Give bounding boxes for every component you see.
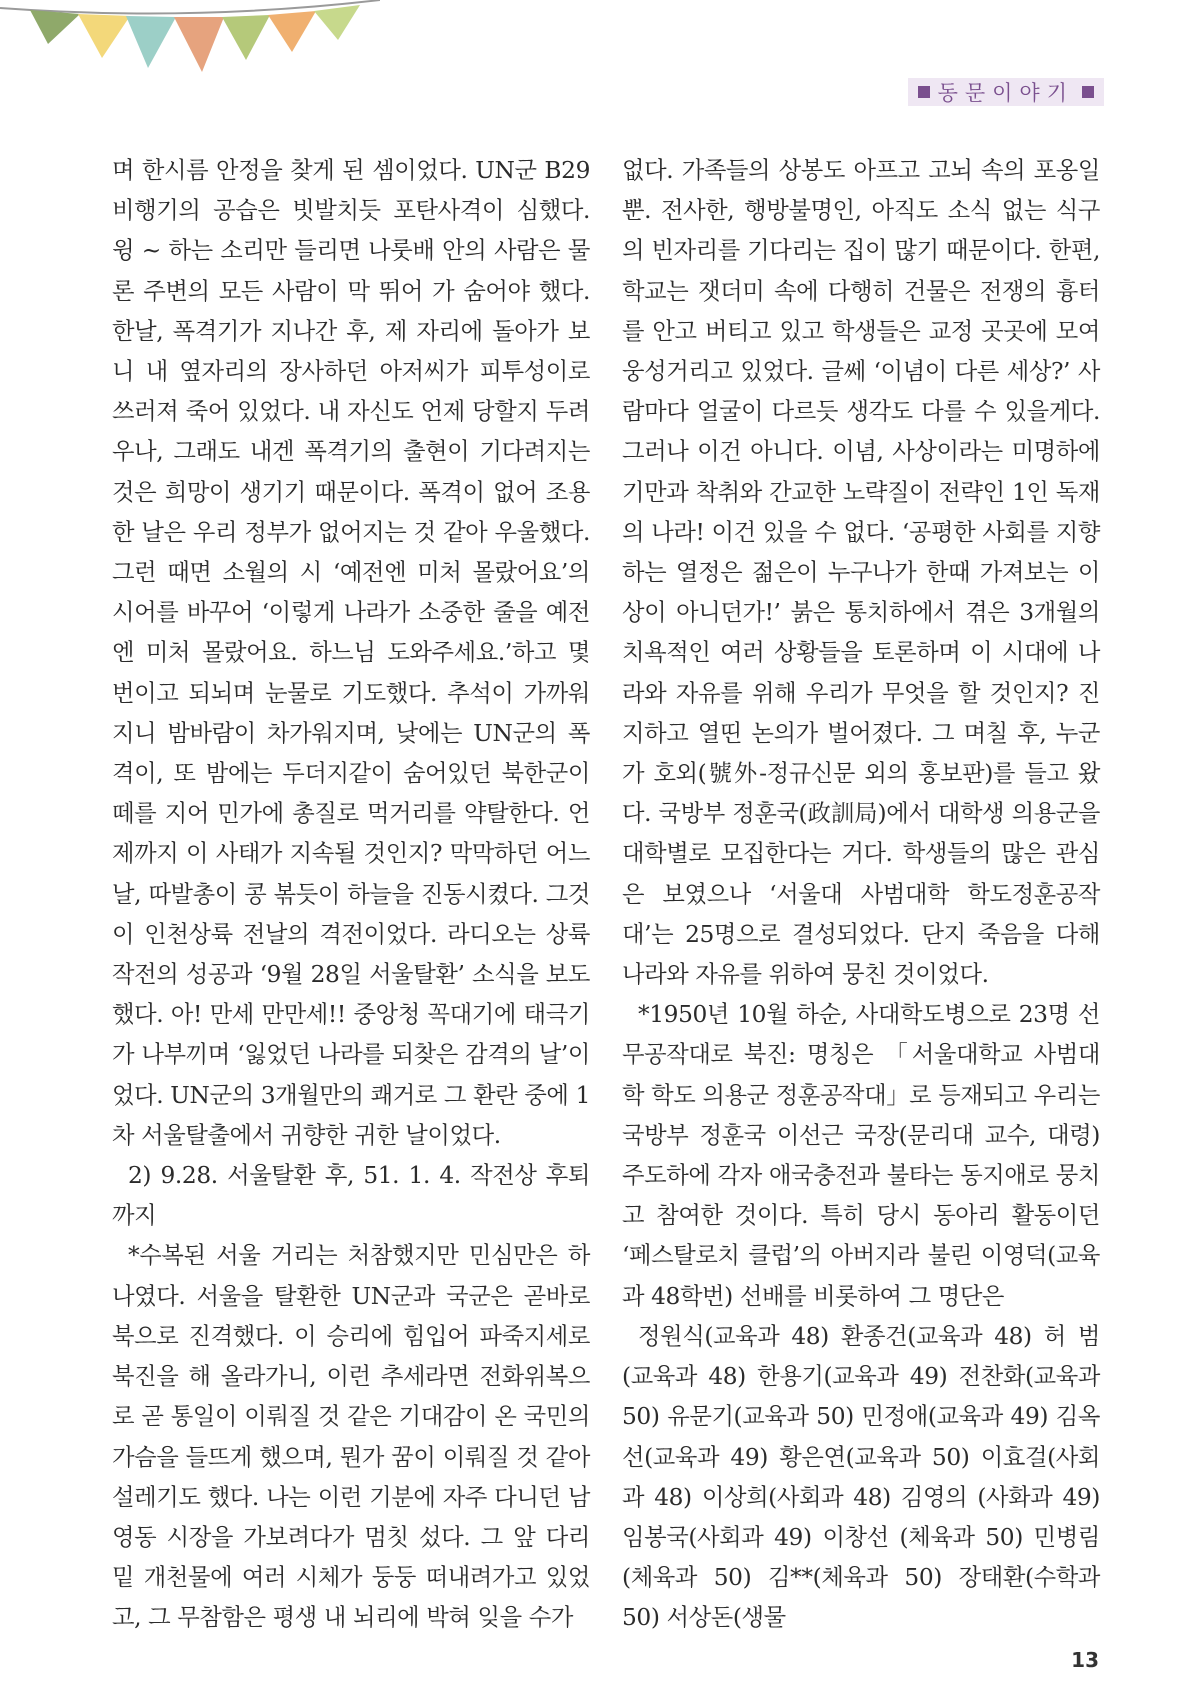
square-bullet-icon [918,86,930,98]
square-bullet-icon [1082,86,1094,98]
left-column [112,151,590,1639]
paragraph: *1950년 10월 하순, 사대학도병으로 23명 선무공작대로 북진: 명칭은 「서울대학교 사범대학 학도 의용군 정훈공작대」로 등재되고 우리는 국방부 정훈국 이선근 국장(문리대 교수, 대령)주도하에 각자 애국충전과 불타는 동지애로 뭉치고 참여한 것이다. 특히 당시 동아리 활동이던 ‘페스탈로치 클럽’의 아버지라 불린 이영덕(교육과 48학번) 선배를 비롯하여 그 명단은 [622,1001,1100,1310]
section-label-text: 동문이야기 [937,81,1074,105]
subheading: 2) 9.28. 서울탈환 후, 51. 1. 4. 작전상 후퇴까지 [112,1162,590,1230]
paragraph: 없다. 가족들의 상봉도 아프고 고뇌 속의 포옹일 뿐. 전사한, 행방불명인, 아직도 소식 없는 식구의 빈자리를 기다리는 집이 많기 때문이다. 한편, 학교는 잿더미 속에 다행히 건물은 전쟁의 흉터를 안고 버티고 있고 학생들은 교정 곳곳에 모여 웅성거리고 있었다. 글쎄 ‘이념이 다른 세상?’ 사람마다 얼굴이 다르듯 생각도 다를 수 있을게다. 그러나 이건 아니다. 이념, 사상이라는 미명하에 기만과 착취와 간교한 노략질이 전략인 1인 독재의 나라! 이건 있을 수 없다. ‘공평한 사회를 지향하는 열정은 젊은이 누구나가 한때 가져보는 이상이 아니던가!’ 붉은 통치하에서 겪은 3개월의 치욕적인 여러 상황들을 토론하며 이 시대에 나라와 자유를 위해 우리가 무엇을 할 것인지? 진지하고 열띤 논의가 벌어졌다. 그 며칠 후, 누군가 호외(號外-정규신문 외의 홍보판)를 들고 왔다. 국방부 정훈국(政訓局)에서 대학생 의용군을 대학별로 모집한다는 거다. 학생들의 많은 관심은 보였으나 ‘서울대 사범대학 학도정훈공작대’는 25명으로 결성되었다. 단지 죽음을 다해 나라와 자유를 위하여 뭉친 것이었다. [622,157,1100,989]
paragraph: *수복된 서울 거리는 처참했지만 민심만은 하나였다. 서울을 탈환한 UN군과 국군은 곧바로 북으로 진격했다. 이 승리에 힘입어 파죽지세로 북진을 해 올라가니, 이런 추세라면 전화위복으로 곧 통일이 이뤄질 것 같은 기대감이 온 국민의 가슴을 들뜨게 했으며, 뭔가 꿈이 이뤄질 것 같아 설레기도 했다. 나는 이런 기분에 자주 다니던 남영동 시장을 가보려다가 멈칫 섰다. 그 앞 다리 밑 개천물에 여러 시체가 둥둥 떠내려가고 있었고, 그 무참함은 평생 내 뇌리에 박혀 잊을 수가 [112,1242,590,1632]
paragraph: 며 한시름 안정을 찾게 된 셈이었다. UN군 B29 비행기의 공습은 빗발치듯 포탄사격이 심했다. 윙 ~ 하는 소리만 들리면 나룻배 안의 사람은 물론 주변의 모든 사람이 막 뛰어 가 숨어야 했다. 한날, 폭격기가 지나간 후, 제 자리에 돌아가 보니 내 옆자리의 장사하던 아저씨가 피투성이로 쓰러져 죽어 있었다. 내 자신도 언제 당할지 두려우나, 그래도 내겐 폭격기의 출현이 기다려지는 것은 희망이 생기기 때문이다. 폭격이 없어 조용한 날은 우리 정부가 없어지는 것 같아 우울했다. 그런 때면 소월의 시 ‘예전엔 미처 몰랐어요’의 시어를 바꾸어 ‘이렇게 나라가 소중한 줄을 예전엔 미처 몰랐어요. 하느님 도와주세요.’하고 몇 번이고 되뇌며 눈물로 기도했다. 추석이 가까워지니 밤바람이 차가워지며, 낮에는 UN군의 폭격이, 또 밤에는 두더지같이 숨어있던 북한군이 떼를 지어 민가에 총질로 먹거리를 약탈한다. 언제까지 이 사태가 지속될 것인지? 막막하던 어느 날, 따발총이 콩 볶듯이 하늘을 진동시켰다. 그것이 인천상륙 전날의 격전이었다. 라디오는 상륙작전의 성공과 ‘9월 28일 서울탈환’ 소식을 보도했다. 아! 만세 만만세!! 중앙청 꼭대기에 태극기가 나부끼며 ‘잃었던 나라를 되찾은 감격의 날’이었다. UN군의 3개월만의 쾌거로 그 환란 중에 1차 서울탈출에서 귀향한 귀한 날이었다. [112,157,590,1149]
bunting-flags-icon [0,0,380,90]
name-list: 정원식(교육과 48) 환종건(교육과 48) 허 범(교육과 48) 한용기(교육과 49) 전찬화(교육과 50) 유문기(교육과 50) 민정애(교육과 49) 김옥선(교육과 49) 황은연(교육과 50) 이효걸(사회과 48) 이상희(사회과 48) 김영의 (사화과 49) 임봉국(사회과 49) 이창선 (체육과 50) 민병림(체육과 50) 김**(체육과 50) 장태환(수학과 50) 서상돈(생물 [622,1322,1100,1632]
right-column [622,151,1100,1639]
page-number: 13 [1071,1648,1099,1672]
section-label [908,78,1104,106]
